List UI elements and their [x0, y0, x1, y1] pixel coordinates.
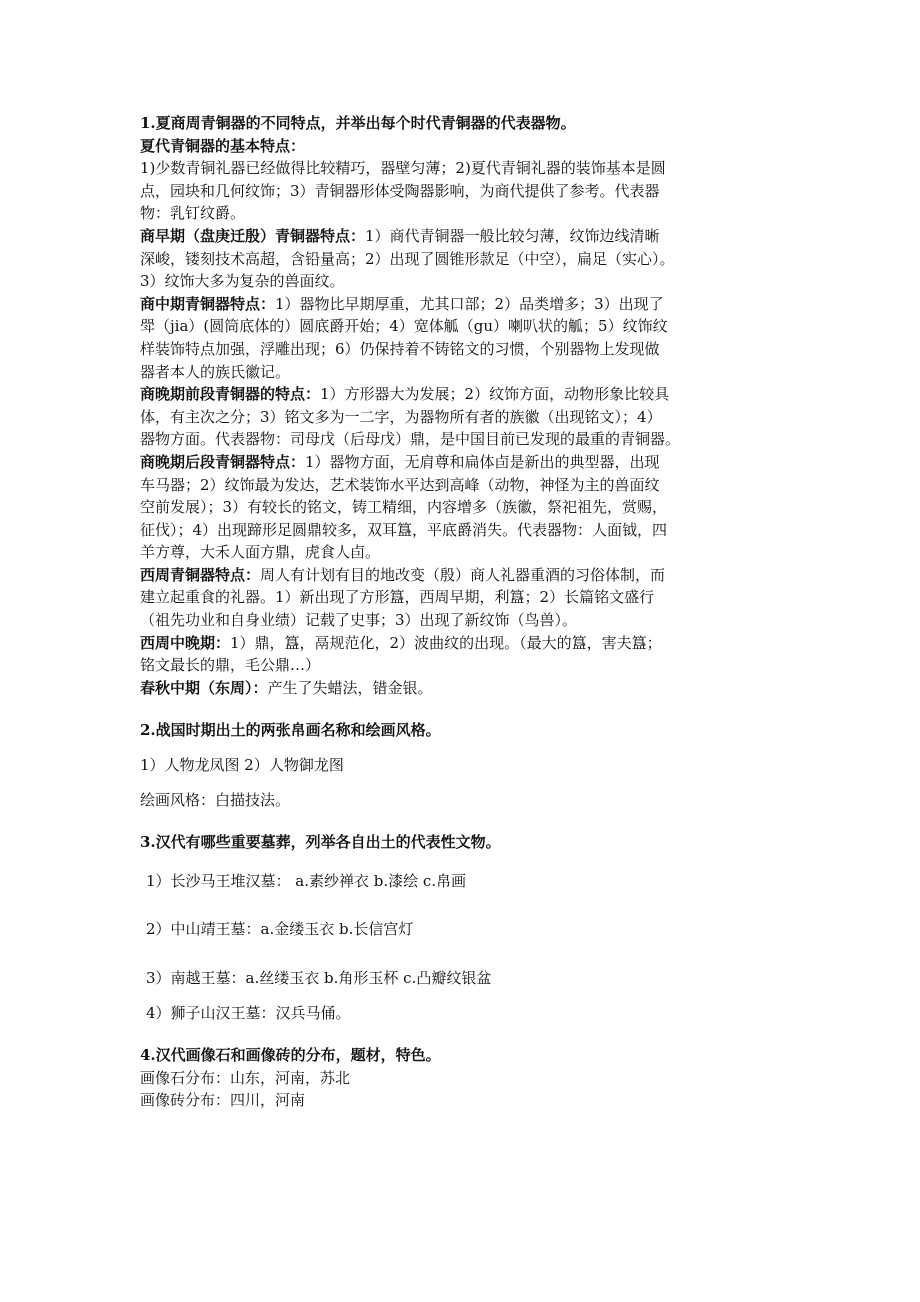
question-4-title: 4.汉代画像石和画像砖的分布，题材，特色。	[140, 1046, 441, 1065]
q2-line-1: 1）人物龙凤图 2）人物御龙图	[140, 756, 344, 775]
question-3-title: 3.汉代有哪些重要墓葬，列举各自出土的代表性文物。	[140, 833, 501, 852]
zhou-west-line-3: （祖先功业和自身业绩）记载了史事；3）出现了新纹饰（鸟兽）。	[140, 611, 578, 630]
zhou-mid-line-2: 铭文最长的鼎，毛公鼎…）	[140, 656, 321, 675]
q3-line-4: 4）狮子山汉王墓：汉兵马俑。	[146, 1003, 351, 1022]
document-page	[140, 112, 790, 1112]
zhou-west-heading: 西周青铜器特点：	[140, 565, 261, 584]
shang-mid-line-4: 器者本人的族氏徽记。	[140, 362, 291, 381]
shang-early-line-3: 3）纹饰大多为复杂的兽面纹。	[140, 272, 345, 291]
shang-late1-heading: 商晚期前段青铜器的特点：	[140, 385, 321, 404]
chunqiu-line: 春秋中期（东周）：产生了失蜡法，错金银。	[140, 678, 433, 697]
xia-line-2: 点，园块和几何纹饰；3）青铜器形体受陶器影响，为商代提供了参考。代表器	[140, 181, 660, 200]
shang-late1-line-1: 商晚期前段青铜器的特点：1）方形器大为发展；2）纹饰方面，动物形象比较具	[140, 385, 670, 404]
xia-line-1: 1)少数青铜礼器已经做得比较精巧，器壁匀薄；2)夏代青铜礼器的装饰基本是圆	[140, 159, 666, 178]
question-2-title: 2.战国时期出土的两张帛画名称和绘画风格。	[140, 721, 441, 740]
zhou-west-line-1: 西周青铜器特点：周人有计划有目的地改变（殷）商人礼器重酒的习俗体制，而	[140, 565, 666, 584]
shang-mid-line-2: 斝（jia）(圆筒底体的）圆底爵开始；4）宽体觚（gu）喇叭状的觚；5）纹饰纹	[140, 317, 668, 336]
xia-heading: 夏代青铜器的基本特点：	[140, 136, 306, 155]
shang-late2-line-2: 车马器；2）纹饰最为发达，艺术装饰水平达到高峰（动物，神怪为主的兽面纹	[140, 475, 660, 494]
zhou-west-line-2: 建立起重食的礼器。1）新出现了方形簋，西周早期，利簋；2）长篇铭文盛行	[140, 588, 655, 607]
shang-late2-line-4: 征伐）；4）出现蹄形足圆鼎较多，双耳簋，平底爵消失。代表器物：人面钺，四	[140, 520, 668, 539]
shang-early-line-1: 商早期（盘庚迁殷）青铜器特点：1）商代青铜器一般比较匀薄，纹饰边线清晰	[140, 226, 660, 245]
zhou-mid-line-1: 西周中晚期：1）鼎，簋，鬲规范化，2）波曲纹的出现。（最大的簋，害夫簋；	[140, 633, 662, 652]
shang-mid-line-3: 样装饰特点加强，浮雕出现；6）仍保持着不铸铭文的习惯，个别器物上发现做	[140, 339, 660, 358]
q3-line-3: 3）南越王墓：a.丝缕玉衣 b.角形玉杯 c.凸瓣纹银盆	[146, 969, 492, 987]
question-1-title: 1.夏商周青铜器的不同特点，并举出每个时代青铜器的代表器物。	[140, 114, 576, 132]
zhou-mid-heading: 西周中晚期：	[140, 633, 231, 652]
xia-line-3: 物：乳钉纹爵。	[140, 204, 246, 223]
q3-line-1: 1）长沙马王堆汉墓： a.素纱禅衣 b.漆绘 c.帛画	[146, 871, 467, 890]
shang-late1-line-3: 器物方面。代表器物：司母戊（后母戊）鼎，是中国目前已发现的最重的青铜器。	[140, 430, 681, 449]
q4-line-1: 画像石分布：山东，河南，苏北	[140, 1068, 351, 1087]
shang-late2-heading: 商晚期后段青铜器特点：	[140, 452, 306, 471]
q4-line-2: 画像砖分布：四川，河南	[140, 1091, 306, 1110]
chunqiu-heading: 春秋中期（东周）：	[140, 678, 268, 697]
shang-mid-heading: 商中期青铜器特点：	[140, 294, 276, 313]
shang-early-line-2: 深峻，镂刻技术高超，含铅量高；2）出现了圆锥形款足（中空），扁足（实心）。	[140, 249, 675, 268]
shang-late2-line-3: 空前发展）；3）有较长的铭文，铸工精细，内容增多（族徽，祭祀祖先，赏赐，	[140, 498, 668, 517]
shang-late2-line-5: 羊方尊，大禾人面方鼎，虎食人卣。	[140, 543, 381, 562]
shang-mid-line-1: 商中期青铜器特点：1）器物比早期厚重，尤其口部；2）品类增多；3）出现了	[140, 294, 664, 313]
shang-late2-line-1: 商晚期后段青铜器特点：1）器物方面，无肩尊和扁体卣是新出的典型器，出现	[140, 452, 660, 471]
q2-line-2: 绘画风格：白描技法。	[140, 790, 291, 809]
q3-line-2: 2）中山靖王墓：a.金缕玉衣 b.长信宫灯	[146, 920, 414, 939]
shang-late1-line-2: 体，有主次之分；3）铭文多为一二字，为器物所有者的族徽（出现铭文）；4）	[140, 407, 662, 426]
shang-early-heading: 商早期（盘庚迁殷）青铜器特点：	[140, 226, 366, 245]
